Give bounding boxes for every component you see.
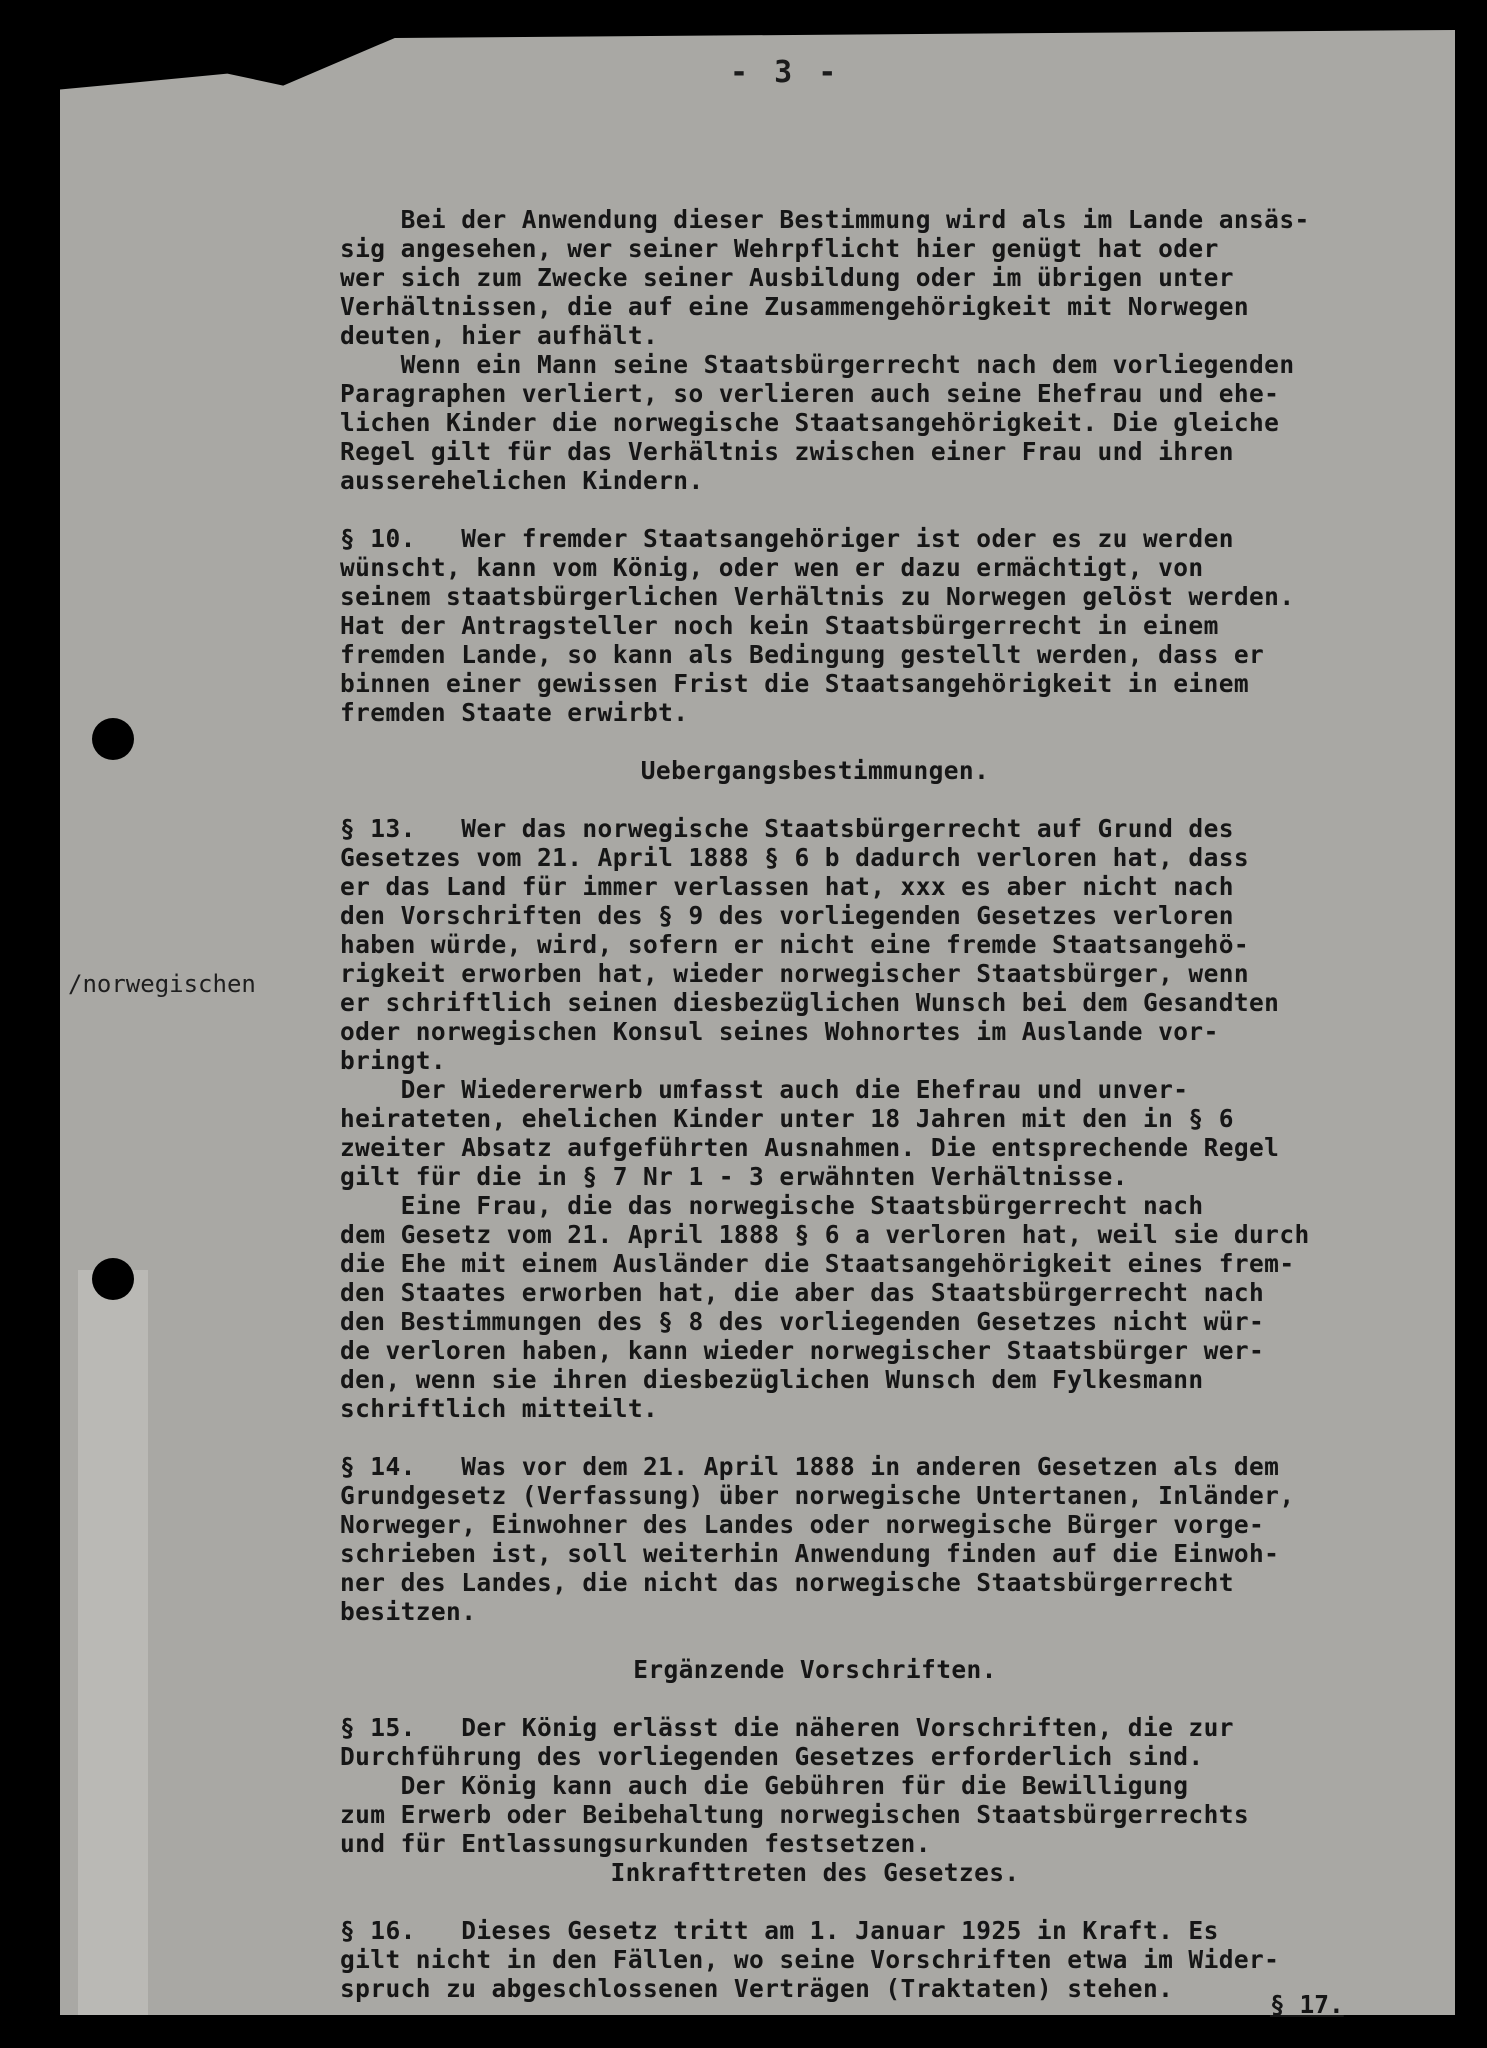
- paper-strip: [78, 1270, 148, 2015]
- text-line: lichen Kinder die norwegische Staatsangehörigkeit. Die gleiche: [340, 408, 1280, 437]
- text-line: rigkeit erworben hat, wieder norwegischer Staatsbürger, wenn: [340, 959, 1250, 988]
- text-line: Regel gilt für das Verhältnis zwischen einer Frau und ihren: [340, 437, 1234, 466]
- text-line: besitzen.: [340, 1597, 477, 1626]
- text-line: schriftlich mitteilt.: [340, 1394, 659, 1423]
- text-line: schrieben ist, soll weiterhin Anwendung finden auf die Einwoh-: [340, 1539, 1280, 1568]
- text-line: den Vorschriften des § 9 des vorliegenden Gesetzes verloren: [340, 901, 1234, 930]
- footer-reference: § 17.: [1270, 1990, 1344, 2019]
- text-line: Durchführung des vorliegenden Gesetzes erforderlich sind.: [340, 1742, 1204, 1771]
- text-line: den, wenn sie ihren diesbezüglichen Wunsch dem Fylkesmann: [340, 1365, 1204, 1394]
- text-line: § 15. Der König erlässt die näheren Vorschriften, die zur: [340, 1713, 1234, 1742]
- text-line: fremden Lande, so kann als Bedingung gestellt werden, dass er: [340, 640, 1265, 669]
- text-line: wünscht, kann vom König, oder wen er dazu ermächtigt, von: [340, 553, 1204, 582]
- section-heading: Uebergangsbestimmungen.: [640, 756, 990, 785]
- text-line: de verloren haben, kann wieder norwegischer Staatsbürger wer-: [340, 1336, 1265, 1365]
- text-line: gilt nicht in den Fällen, wo seine Vorschriften etwa im Wider-: [340, 1945, 1280, 1974]
- text-line: § 16. Dieses Gesetz tritt am 1. Januar 1925 in Kraft. Es: [340, 1916, 1219, 1945]
- section-heading: Inkrafttreten des Gesetzes.: [610, 1858, 1020, 1887]
- text-line: § 13. Wer das norwegische Staatsbürgerrecht auf Grund des: [340, 814, 1234, 843]
- text-line: Wenn ein Mann seine Staatsbürgerrecht nach dem vorliegenden: [340, 350, 1295, 379]
- punch-hole-bottom: [92, 1258, 134, 1300]
- text-line: und für Entlassungsurkunden festsetzen.: [340, 1829, 931, 1858]
- text-line: oder norwegischen Konsul seines Wohnortes im Auslande vor-: [340, 1017, 1219, 1046]
- text-line: seinem staatsbürgerlichen Verhältnis zu Norwegen gelöst werden.: [340, 582, 1295, 611]
- text-line: zweiter Absatz aufgeführten Ausnahmen. Die entsprechende Regel: [340, 1133, 1280, 1162]
- margin-note: /norwegischen: [68, 970, 256, 998]
- text-line: § 14. Was vor dem 21. April 1888 in anderen Gesetzen als dem: [340, 1452, 1280, 1481]
- text-line: Der König kann auch die Gebühren für die Bewilligung: [340, 1771, 1189, 1800]
- text-line: bringt.: [340, 1046, 447, 1075]
- text-line: er das Land für immer verlassen hat, xxx es aber nicht nach: [340, 872, 1234, 901]
- text-line: sig angesehen, wer seiner Wehrpflicht hier genügt hat oder: [340, 234, 1219, 263]
- text-line: dem Gesetz vom 21. April 1888 § 6 a verloren hat, weil sie durch: [340, 1220, 1310, 1249]
- text-line: den Bestimmungen des § 8 des vorliegenden Gesetzes nicht wür-: [340, 1307, 1265, 1336]
- text-line: den Staates erworben hat, die aber das Staatsbürgerrecht nach: [340, 1278, 1265, 1307]
- text-line: Der Wiedererwerb umfasst auch die Ehefrau und unver-: [340, 1075, 1189, 1104]
- paragraph: [340, 524, 1450, 727]
- text-line: ner des Landes, die nicht das norwegische Staatsbürgerrecht: [340, 1568, 1234, 1597]
- text-line: heirateten, ehelichen Kinder unter 18 Jahren mit den in § 6: [340, 1104, 1234, 1133]
- paragraph: [340, 1452, 1450, 1626]
- text-line: Norweger, Einwohner des Landes oder norwegische Bürger vorge-: [340, 1510, 1265, 1539]
- page-number: - 3 -: [730, 55, 841, 90]
- text-line: zum Erwerb oder Beibehaltung norwegischen Staatsbürgerrechts: [340, 1800, 1250, 1829]
- text-line: Eine Frau, die das norwegische Staatsbürgerrecht nach: [340, 1191, 1204, 1220]
- text-line: ausserehelichen Kindern.: [340, 466, 704, 495]
- text-line: Paragraphen verliert, so verlieren auch seine Ehefrau und ehe-: [340, 379, 1280, 408]
- text-line: § 10. Wer fremder Staatsangehöriger ist oder es zu werden: [340, 524, 1234, 553]
- text-line: Verhältnissen, die auf eine Zusammengehörigkeit mit Norwegen: [340, 292, 1250, 321]
- paragraph: [340, 205, 1450, 495]
- text-line: Grundgesetz (Verfassung) über norwegische Untertanen, Inländer,: [340, 1481, 1295, 1510]
- text-line: fremden Staate erwirbt.: [340, 698, 689, 727]
- text-line: haben würde, wird, sofern er nicht eine fremde Staatsangehö-: [340, 930, 1250, 959]
- document-body: [340, 205, 1450, 2003]
- text-line: Bei der Anwendung dieser Bestimmung wird als im Lande ansäs-: [340, 205, 1310, 234]
- paragraph: [340, 1713, 1450, 1858]
- section-heading: Ergänzende Vorschriften.: [633, 1655, 997, 1684]
- text-line: wer sich zum Zwecke seiner Ausbildung oder im übrigen unter: [340, 263, 1234, 292]
- text-line: binnen einer gewissen Frist die Staatsangehörigkeit in einem: [340, 669, 1250, 698]
- text-line: Hat der Antragsteller noch kein Staatsbürgerrecht in einem: [340, 611, 1219, 640]
- text-line: er schriftlich seinen diesbezüglichen Wunsch bei dem Gesandten: [340, 988, 1280, 1017]
- punch-hole-top: [92, 718, 134, 760]
- text-line: spruch zu abgeschlossenen Verträgen (Traktaten) stehen.: [340, 1974, 1174, 2003]
- text-line: gilt für die in § 7 Nr 1 - 3 erwähnten Verhältnisse.: [340, 1162, 1128, 1191]
- paragraph: [340, 814, 1450, 1423]
- text-line: die Ehe mit einem Ausländer die Staatsangehörigkeit eines frem-: [340, 1249, 1295, 1278]
- text-line: deuten, hier aufhält.: [340, 321, 659, 350]
- text-line: Gesetzes vom 21. April 1888 § 6 b dadurch verloren hat, dass: [340, 843, 1250, 872]
